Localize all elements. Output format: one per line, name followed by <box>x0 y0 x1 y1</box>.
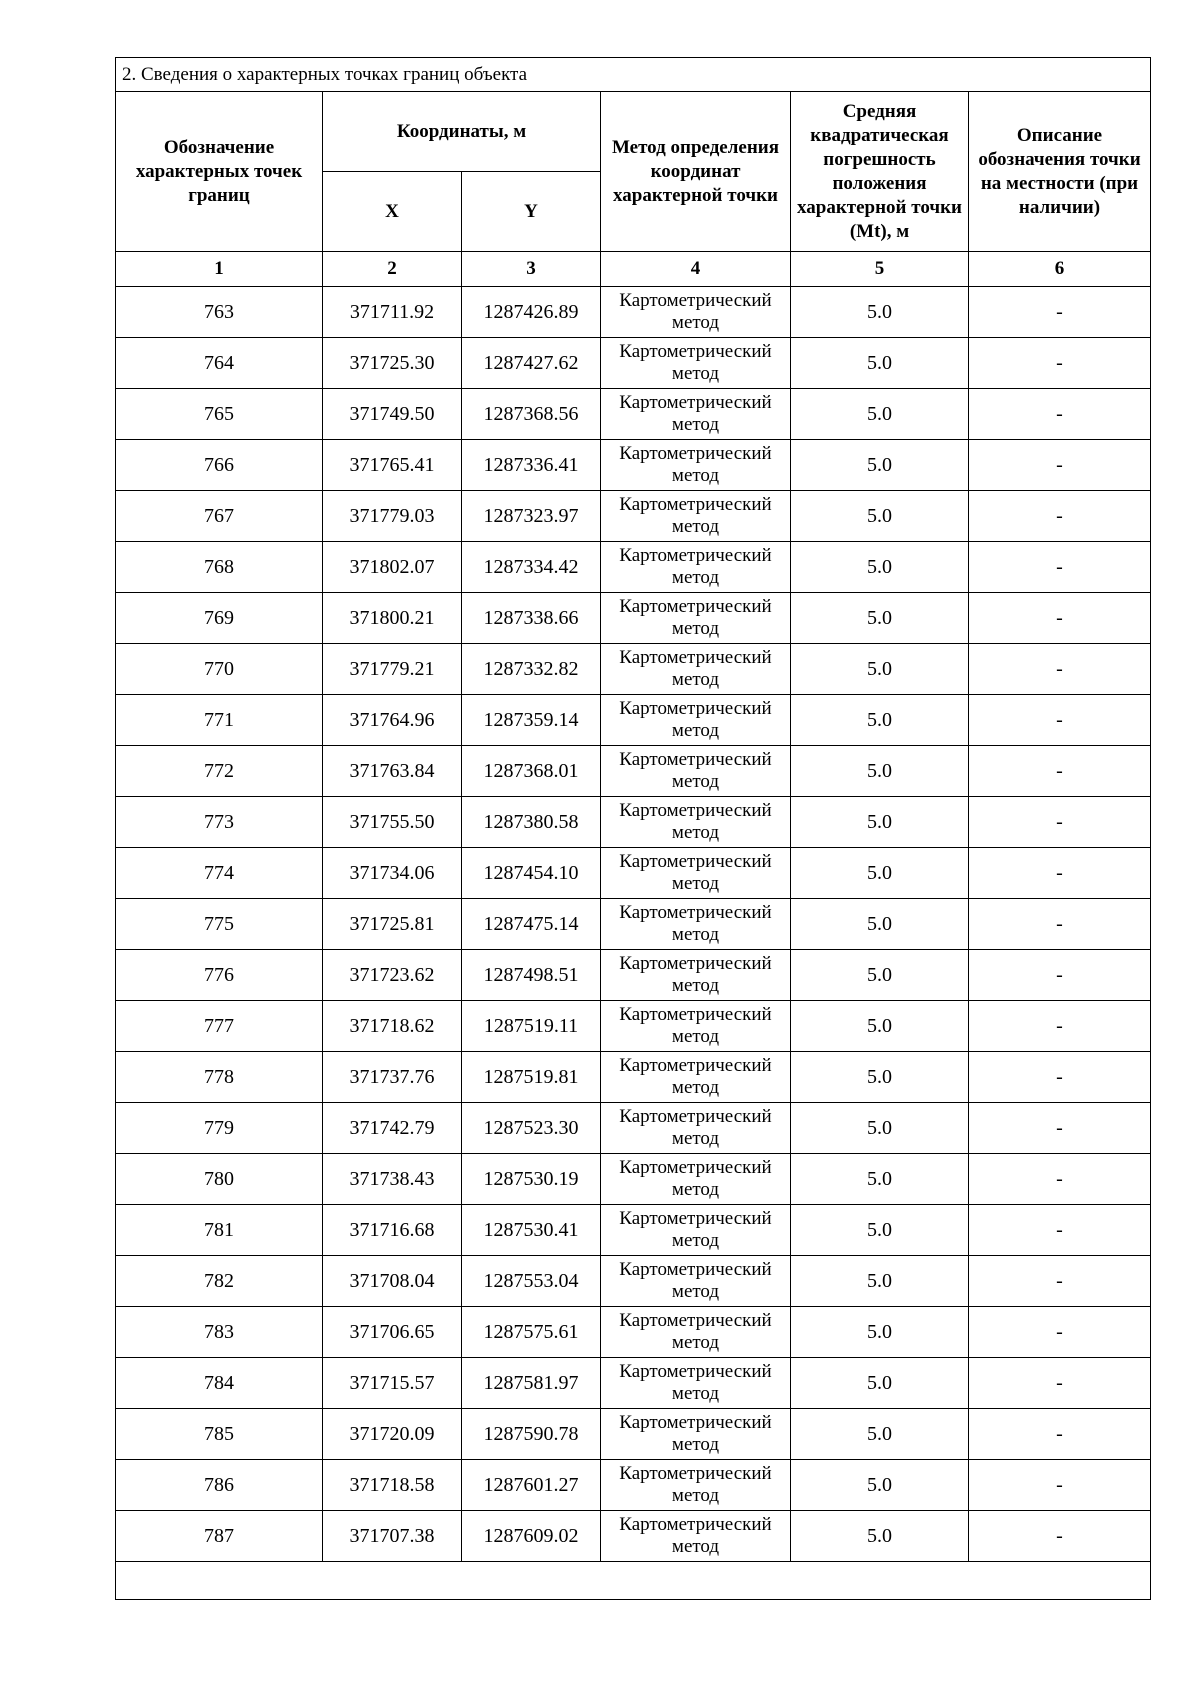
method-cell: Картометрический метод <box>601 542 791 593</box>
x-coordinate-cell: 371708.04 <box>323 1256 462 1307</box>
point-designation-cell: 774 <box>116 848 323 899</box>
table-row <box>116 1154 1151 1205</box>
description-cell: - <box>969 1256 1151 1307</box>
method-cell: Картометрический метод <box>601 848 791 899</box>
error-cell: 5.0 <box>791 287 969 338</box>
method-cell: Картометрический метод <box>601 1511 791 1562</box>
error-cell: 5.0 <box>791 1205 969 1256</box>
x-coordinate-cell: 371800.21 <box>323 593 462 644</box>
description-cell: - <box>969 389 1151 440</box>
method-cell: Картометрический метод <box>601 593 791 644</box>
table-row <box>116 695 1151 746</box>
point-designation-cell: 766 <box>116 440 323 491</box>
table-row <box>116 1358 1151 1409</box>
point-designation-cell: 786 <box>116 1460 323 1511</box>
point-designation-cell: 764 <box>116 338 323 389</box>
table-row <box>116 746 1151 797</box>
x-coordinate-cell: 371749.50 <box>323 389 462 440</box>
x-coordinate-cell: 371763.84 <box>323 746 462 797</box>
method-cell: Картометрический метод <box>601 1307 791 1358</box>
point-designation-cell: 773 <box>116 797 323 848</box>
method-cell: Картометрический метод <box>601 1052 791 1103</box>
table-row <box>116 1001 1151 1052</box>
x-coordinate-cell: 371716.68 <box>323 1205 462 1256</box>
table-row <box>116 1103 1151 1154</box>
y-coordinate-cell: 1287332.82 <box>462 644 601 695</box>
method-cell: Картометрический метод <box>601 746 791 797</box>
point-designation-cell: 783 <box>116 1307 323 1358</box>
point-designation-cell: 769 <box>116 593 323 644</box>
point-designation-cell: 767 <box>116 491 323 542</box>
method-cell: Картометрический метод <box>601 644 791 695</box>
point-designation-cell: 772 <box>116 746 323 797</box>
x-coordinate-cell: 371802.07 <box>323 542 462 593</box>
header-y: Y <box>462 172 601 252</box>
method-cell: Картометрический метод <box>601 1256 791 1307</box>
error-cell: 5.0 <box>791 1511 969 1562</box>
description-cell: - <box>969 1307 1151 1358</box>
header-row-1 <box>116 92 1151 172</box>
y-coordinate-cell: 1287498.51 <box>462 950 601 1001</box>
method-cell: Картометрический метод <box>601 491 791 542</box>
error-cell: 5.0 <box>791 593 969 644</box>
description-cell: - <box>969 746 1151 797</box>
method-cell: Картометрический метод <box>601 1154 791 1205</box>
x-coordinate-cell: 371725.30 <box>323 338 462 389</box>
x-coordinate-cell: 371738.43 <box>323 1154 462 1205</box>
description-cell: - <box>969 950 1151 1001</box>
column-number: 2 <box>323 252 462 287</box>
method-cell: Картометрический метод <box>601 338 791 389</box>
y-coordinate-cell: 1287368.01 <box>462 746 601 797</box>
table-row <box>116 491 1151 542</box>
x-coordinate-cell: 371737.76 <box>323 1052 462 1103</box>
method-cell: Картометрический метод <box>601 1460 791 1511</box>
table-row <box>116 338 1151 389</box>
x-coordinate-cell: 371742.79 <box>323 1103 462 1154</box>
x-coordinate-cell: 371718.62 <box>323 1001 462 1052</box>
y-coordinate-cell: 1287575.61 <box>462 1307 601 1358</box>
point-designation-cell: 771 <box>116 695 323 746</box>
error-cell: 5.0 <box>791 542 969 593</box>
column-number: 3 <box>462 252 601 287</box>
description-cell: - <box>969 1052 1151 1103</box>
method-cell: Картометрический метод <box>601 1409 791 1460</box>
table-row <box>116 950 1151 1001</box>
y-coordinate-cell: 1287334.42 <box>462 542 601 593</box>
error-cell: 5.0 <box>791 1409 969 1460</box>
x-coordinate-cell: 371718.58 <box>323 1460 462 1511</box>
table-row <box>116 542 1151 593</box>
x-coordinate-cell: 371765.41 <box>323 440 462 491</box>
description-cell: - <box>969 542 1151 593</box>
point-designation-cell: 768 <box>116 542 323 593</box>
point-designation-cell: 785 <box>116 1409 323 1460</box>
method-cell: Картометрический метод <box>601 440 791 491</box>
point-designation-cell: 781 <box>116 1205 323 1256</box>
method-cell: Картометрический метод <box>601 1103 791 1154</box>
x-coordinate-cell: 371720.09 <box>323 1409 462 1460</box>
description-cell: - <box>969 644 1151 695</box>
x-coordinate-cell: 371706.65 <box>323 1307 462 1358</box>
description-cell: - <box>969 695 1151 746</box>
y-coordinate-cell: 1287601.27 <box>462 1460 601 1511</box>
method-cell: Картометрический метод <box>601 389 791 440</box>
x-coordinate-cell: 371779.03 <box>323 491 462 542</box>
point-designation-cell: 770 <box>116 644 323 695</box>
point-designation-cell: 777 <box>116 1001 323 1052</box>
error-cell: 5.0 <box>791 899 969 950</box>
point-designation-cell: 787 <box>116 1511 323 1562</box>
description-cell: - <box>969 1409 1151 1460</box>
point-designation-cell: 779 <box>116 1103 323 1154</box>
description-cell: - <box>969 1001 1151 1052</box>
boundary-points-document <box>115 57 1150 1600</box>
table-row <box>116 644 1151 695</box>
description-cell: - <box>969 593 1151 644</box>
table-row <box>116 1052 1151 1103</box>
error-cell: 5.0 <box>791 338 969 389</box>
table-row <box>116 1460 1151 1511</box>
point-designation-cell: 782 <box>116 1256 323 1307</box>
y-coordinate-cell: 1287323.97 <box>462 491 601 542</box>
y-coordinate-cell: 1287336.41 <box>462 440 601 491</box>
y-coordinate-cell: 1287368.56 <box>462 389 601 440</box>
x-coordinate-cell: 371711.92 <box>323 287 462 338</box>
y-coordinate-cell: 1287523.30 <box>462 1103 601 1154</box>
table-row <box>116 1307 1151 1358</box>
point-designation-cell: 780 <box>116 1154 323 1205</box>
error-cell: 5.0 <box>791 1307 969 1358</box>
table-row <box>116 797 1151 848</box>
description-cell: - <box>969 287 1151 338</box>
header-coordinates: Координаты, м <box>323 92 601 172</box>
description-cell: - <box>969 848 1151 899</box>
header-error: Средняя квадратическая погрешность положения характерной точки (Mt), м <box>791 92 969 252</box>
table-row <box>116 440 1151 491</box>
error-cell: 5.0 <box>791 1154 969 1205</box>
y-coordinate-cell: 1287359.14 <box>462 695 601 746</box>
column-numbers-row <box>116 252 1151 287</box>
error-cell: 5.0 <box>791 1256 969 1307</box>
table-row <box>116 593 1151 644</box>
y-coordinate-cell: 1287426.89 <box>462 287 601 338</box>
error-cell: 5.0 <box>791 797 969 848</box>
column-number: 5 <box>791 252 969 287</box>
description-cell: - <box>969 1511 1151 1562</box>
table-row <box>116 1205 1151 1256</box>
point-designation-cell: 776 <box>116 950 323 1001</box>
method-cell: Картометрический метод <box>601 899 791 950</box>
error-cell: 5.0 <box>791 1460 969 1511</box>
table-row <box>116 848 1151 899</box>
point-designation-cell: 763 <box>116 287 323 338</box>
description-cell: - <box>969 338 1151 389</box>
description-cell: - <box>969 1103 1151 1154</box>
y-coordinate-cell: 1287530.19 <box>462 1154 601 1205</box>
x-coordinate-cell: 371755.50 <box>323 797 462 848</box>
error-cell: 5.0 <box>791 1358 969 1409</box>
y-coordinate-cell: 1287519.11 <box>462 1001 601 1052</box>
error-cell: 5.0 <box>791 746 969 797</box>
y-coordinate-cell: 1287454.10 <box>462 848 601 899</box>
point-designation-cell: 778 <box>116 1052 323 1103</box>
error-cell: 5.0 <box>791 1001 969 1052</box>
error-cell: 5.0 <box>791 695 969 746</box>
x-coordinate-cell: 371734.06 <box>323 848 462 899</box>
table-row <box>116 899 1151 950</box>
y-coordinate-cell: 1287519.81 <box>462 1052 601 1103</box>
x-coordinate-cell: 371725.81 <box>323 899 462 950</box>
section-title: 2. Сведения о характерных точках границ объекта <box>116 58 1151 92</box>
header-x: X <box>323 172 462 252</box>
table-row <box>116 389 1151 440</box>
header-description: Описание обозначения точки на местности (при наличии) <box>969 92 1151 252</box>
method-cell: Картометрический метод <box>601 797 791 848</box>
x-coordinate-cell: 371779.21 <box>323 644 462 695</box>
description-cell: - <box>969 1154 1151 1205</box>
method-cell: Картометрический метод <box>601 950 791 1001</box>
boundary-points-table <box>115 57 1151 1600</box>
method-cell: Картометрический метод <box>601 695 791 746</box>
method-cell: Картометрический метод <box>601 287 791 338</box>
table-footer-row <box>116 1562 1151 1600</box>
error-cell: 5.0 <box>791 440 969 491</box>
table-row <box>116 1409 1151 1460</box>
header-method: Метод определения координат характерной точки <box>601 92 791 252</box>
point-designation-cell: 784 <box>116 1358 323 1409</box>
method-cell: Картометрический метод <box>601 1001 791 1052</box>
table-row <box>116 1256 1151 1307</box>
description-cell: - <box>969 1358 1151 1409</box>
table-footer-cell <box>116 1562 1151 1600</box>
description-cell: - <box>969 899 1151 950</box>
column-number: 6 <box>969 252 1151 287</box>
column-number: 4 <box>601 252 791 287</box>
section-title-row <box>116 58 1151 92</box>
y-coordinate-cell: 1287380.58 <box>462 797 601 848</box>
x-coordinate-cell: 371707.38 <box>323 1511 462 1562</box>
description-cell: - <box>969 440 1151 491</box>
error-cell: 5.0 <box>791 1052 969 1103</box>
error-cell: 5.0 <box>791 644 969 695</box>
y-coordinate-cell: 1287581.97 <box>462 1358 601 1409</box>
description-cell: - <box>969 1460 1151 1511</box>
description-cell: - <box>969 491 1151 542</box>
y-coordinate-cell: 1287427.62 <box>462 338 601 389</box>
x-coordinate-cell: 371723.62 <box>323 950 462 1001</box>
y-coordinate-cell: 1287475.14 <box>462 899 601 950</box>
table-row <box>116 1511 1151 1562</box>
y-coordinate-cell: 1287609.02 <box>462 1511 601 1562</box>
header-designation: Обозначение характерных точек границ <box>116 92 323 252</box>
error-cell: 5.0 <box>791 950 969 1001</box>
method-cell: Картометрический метод <box>601 1358 791 1409</box>
error-cell: 5.0 <box>791 1103 969 1154</box>
description-cell: - <box>969 797 1151 848</box>
y-coordinate-cell: 1287553.04 <box>462 1256 601 1307</box>
point-designation-cell: 765 <box>116 389 323 440</box>
x-coordinate-cell: 371764.96 <box>323 695 462 746</box>
y-coordinate-cell: 1287338.66 <box>462 593 601 644</box>
point-designation-cell: 775 <box>116 899 323 950</box>
method-cell: Картометрический метод <box>601 1205 791 1256</box>
column-number: 1 <box>116 252 323 287</box>
error-cell: 5.0 <box>791 491 969 542</box>
y-coordinate-cell: 1287590.78 <box>462 1409 601 1460</box>
x-coordinate-cell: 371715.57 <box>323 1358 462 1409</box>
error-cell: 5.0 <box>791 389 969 440</box>
y-coordinate-cell: 1287530.41 <box>462 1205 601 1256</box>
description-cell: - <box>969 1205 1151 1256</box>
table-row <box>116 287 1151 338</box>
error-cell: 5.0 <box>791 848 969 899</box>
